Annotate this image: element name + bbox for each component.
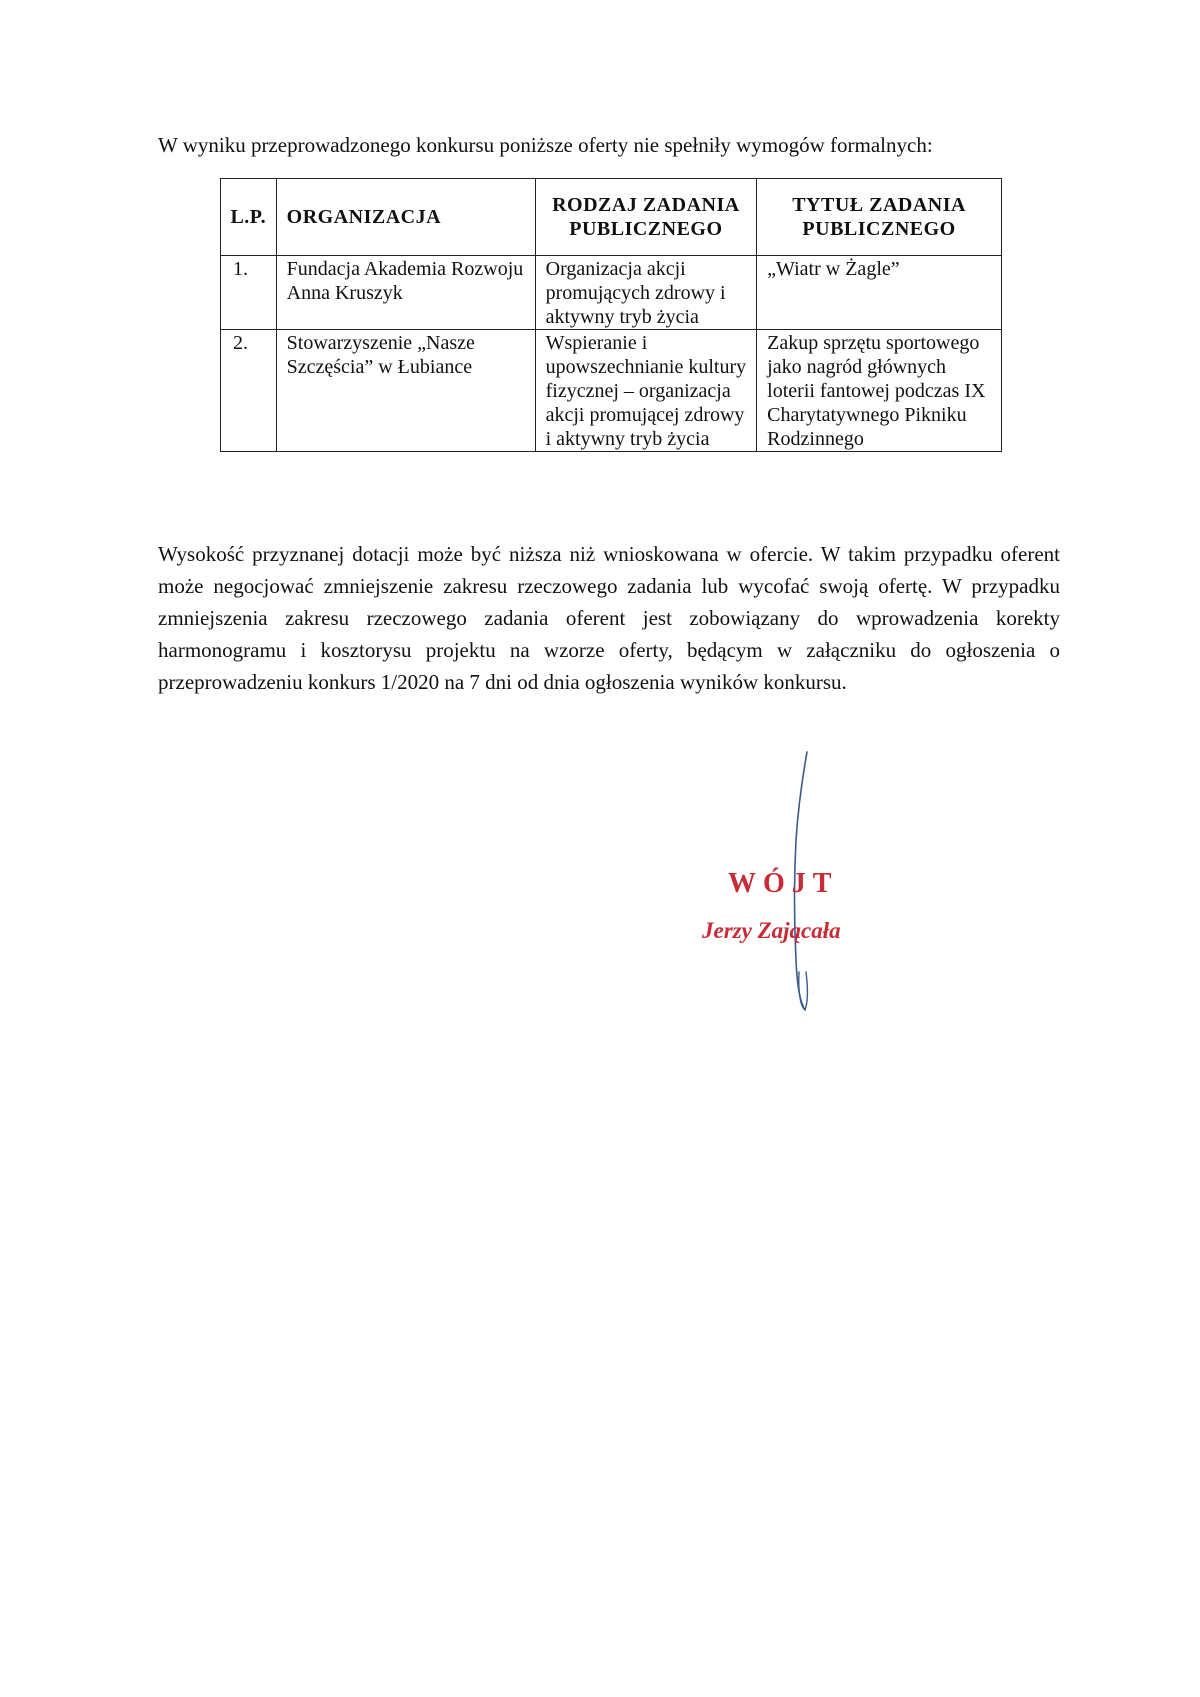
signature-stamp	[690, 750, 930, 1020]
offers-table	[220, 178, 1002, 452]
row-task-title: „Wiatr w Żagle”	[757, 256, 1002, 330]
row-organization: Fundacja Akademia Rozwoju Anna Kruszyk	[276, 256, 535, 330]
header-organization: ORGANIZACJA	[276, 179, 535, 256]
stamp-name: Jerzy Zającała	[702, 918, 841, 943]
row-task-title: Zakup sprzętu sportowego jako nagród głównych loterii fantowej podczas IX Charytatywnego Pikniku Rodzinnego	[757, 330, 1002, 452]
row-organization: Stowarzyszenie „Nasze Szczęścia” w Łubiance	[276, 330, 535, 452]
header-task-title: TYTUŁ ZADANIA PUBLICZNEGO	[757, 179, 1002, 256]
intro-text: W wyniku przeprowadzonego konkursu poniższe oferty nie spełniły wymogów formalnych:	[158, 133, 933, 157]
header-task-kind: RODZAJ ZADANIA PUBLICZNEGO	[535, 179, 757, 256]
row-task-kind: Organizacja akcji promujących zdrowy i aktywny tryb życia	[535, 256, 757, 330]
row-lp: 2.	[221, 330, 277, 452]
row-task-kind: Wspieranie i upowszechnianie kultury fizycznej – organizacja akcji promującej zdrowy i aktywny tryb życia	[535, 330, 757, 452]
table-header-row	[221, 179, 1002, 256]
row-lp: 1.	[221, 256, 277, 330]
header-lp: L.P.	[221, 179, 277, 256]
stamp-title: WÓJT	[728, 868, 839, 899]
grant-note-paragraph: Wysokość przyznanej dotacji może być niższa niż wnioskowana w ofercie. W takim przypadku oferent może negocjować zmniejszenie zakresu rzeczowego zadania lub wycofać swoją ofertę. W przypadku zmniejszenia zakresu rzeczowego zadania oferent jest zobowiązany do wprowadzenia korekty harmonogramu i kosztorysu projektu na wzorze oferty, będącym w załączniku do ogłoszenia o przeprowadzeniu konkurs 1/2020 na 7 dni od dnia ogłoszenia wyników konkursu.	[158, 542, 1060, 694]
table-row	[221, 256, 1002, 330]
table-row	[221, 330, 1002, 452]
